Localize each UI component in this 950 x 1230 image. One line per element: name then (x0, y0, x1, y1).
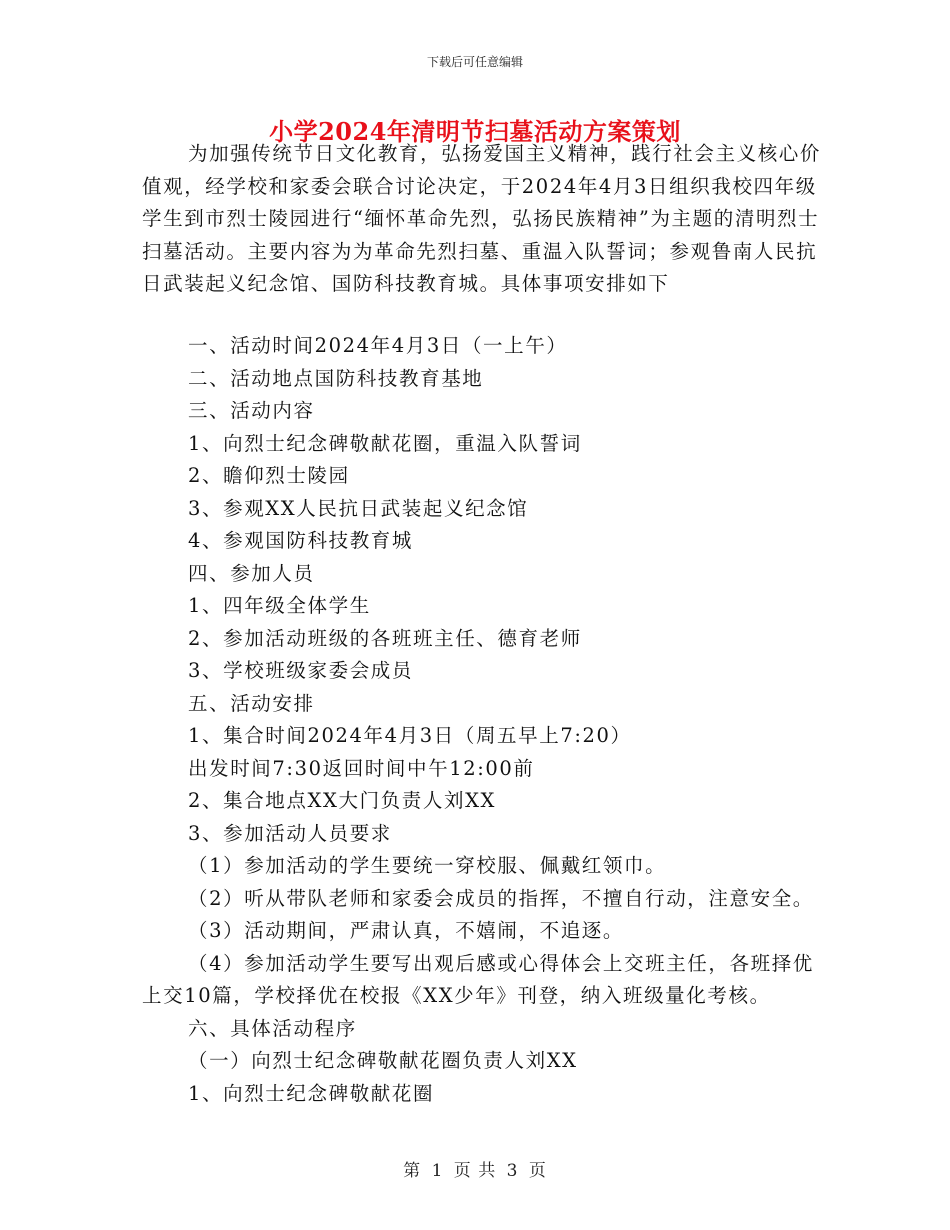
footer-total-pages: 3 (506, 1161, 519, 1181)
list-item: 4、参观国防科技教育城 (188, 529, 414, 552)
footer-prefix: 第 (403, 1161, 422, 1181)
page-header: 下载后可任意编辑 (426, 55, 523, 69)
list-item: （3）活动期间，严肃认真，不嬉闹，不追逐。 (188, 919, 625, 942)
list-item: 1、集合时间2024年4月3日（周五早上7:20） (188, 724, 632, 747)
list-item: （1）参加活动的学生要统一穿校服、佩戴红领巾。 (188, 854, 667, 877)
document-title: 小学2024年清明节扫墓活动方案策划 (269, 117, 681, 146)
list-item: 3、参观XX人民抗日武装起义纪念馆 (188, 496, 529, 520)
list-item: 1、向烈士纪念碑敬献花圈，重温入队誓词 (188, 431, 582, 455)
list-item: （一）向烈士纪念碑敬献花圈负责人刘XX (188, 1049, 578, 1072)
list-item: （4）参加活动学生要写出观后感或心得体会上交班主任，各班择优上交10篇，学校择优在校报《XX少年》刊登，纳入班级量化考核。 (142, 951, 814, 1007)
section-heading-time: 一、活动时间2024年4月3日（一上午） (188, 334, 568, 357)
list-item: 1、四年级全体学生 (188, 594, 371, 617)
body-list (142, 330, 822, 1110)
list-item: 出发时间7:30返回时间中午12:00前 (188, 756, 535, 780)
section-heading-participants: 四、参加人员 (188, 561, 315, 585)
list-item: 1、向烈士纪念碑敬献花圈 (188, 1081, 435, 1105)
section-heading-location: 二、活动地点国防科技教育基地 (188, 366, 484, 390)
section-heading-content: 三、活动内容 (188, 399, 315, 422)
footer-page-number: 1 (431, 1161, 444, 1181)
section-heading-procedure: 六、具体活动程序 (188, 1016, 357, 1040)
list-item: 3、参加活动人员要求 (188, 821, 392, 845)
section-heading-arrangement: 五、活动安排 (188, 691, 315, 715)
footer-mid: 页 共 (453, 1161, 497, 1181)
footer-suffix: 页 (528, 1161, 547, 1181)
list-item: 2、集合地点XX大门负责人刘XX (188, 789, 497, 812)
page-footer (0, 1156, 950, 1181)
list-item: 2、参加活动班级的各班班主任、德育老师 (188, 626, 582, 650)
intro-paragraph: 为加强传统节日文化教育，弘扬爱国主义精神，践行社会主义核心价值观，经学校和家委会联合讨论决定，于2024年4月3日组织我校四年级学生到市烈士陵园进行“缅怀革命先烈，弘扬民族精神”为主题的清明烈士扫墓活动。主要内容为为革命先烈扫墓、重温入队誓词；参观鲁南人民抗日武装起义纪念馆、国防科技教育城。具体事项安排如下 (142, 142, 822, 295)
list-item: 3、学校班级家委会成员 (188, 659, 414, 682)
list-item: 2、瞻仰烈士陵园 (188, 464, 350, 487)
list-item: （2）听从带队老师和家委会成员的指挥，不擅自行动，注意安全。 (188, 886, 814, 910)
